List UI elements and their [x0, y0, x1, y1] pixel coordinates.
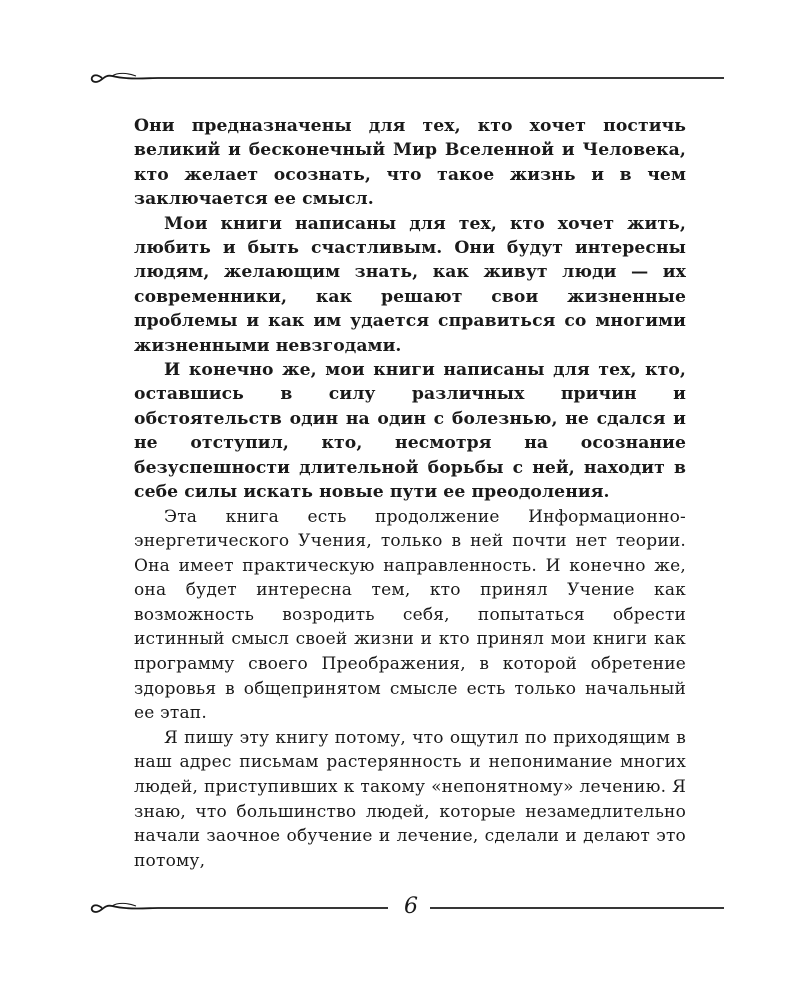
page-text [134, 114, 686, 873]
paragraph-5: Я пишу эту книгу потому, что ощутил по приходящим в наш адрес письмам растерянность и непонимание многих людей, приступивших к такому «непонятному» лечению. Я знаю, что большинство людей, которые незамедлительно начали заочное обучение и лечение, сделали и делают это потому, [134, 727, 686, 871]
paragraph-4: Эта книга есть продолжение Информационно-энергетического Учения, только в ней почти нет теории. Она имеет практическую направленность. И конечно же, она будет интересна тем, кто принял Учение как возможность возродить себя, попытаться обрести истинный смысл своей жизни и кто принял мои книги как программу своего Преображения, в которой обретение здоровья в общепринятом смысле есть только начальный ее этап. [134, 506, 686, 724]
paragraph-2: Мои книги написаны для тех, кто хочет жить, любить и быть счастливым. Они будут интересны людям, желающим знать, как живут люди — их современники, как решают свои жизненные проблемы и как им удается справиться со многими жизненными невзгодами. [134, 213, 686, 356]
paragraph-1: Они предназначены для тех, кто хочет постичь великий и бесконечный Мир Вселенной и Человека, кто желает осознать, что такое жизнь и в чем заключается ее смысл. [134, 116, 686, 210]
paragraph-3: И конечно же, мои книги написаны для тех, кто, оставшись в силу различных причин и обстоятельств один на один с болезнью, не сдался и не отступил, кто, несмотря на осознание безуспешности длительной борьбы с ней, находит в себе силы искать новые пути ее преодоления. [134, 360, 686, 503]
page-number: 6 [396, 894, 426, 920]
top-ornament-line [88, 66, 724, 90]
